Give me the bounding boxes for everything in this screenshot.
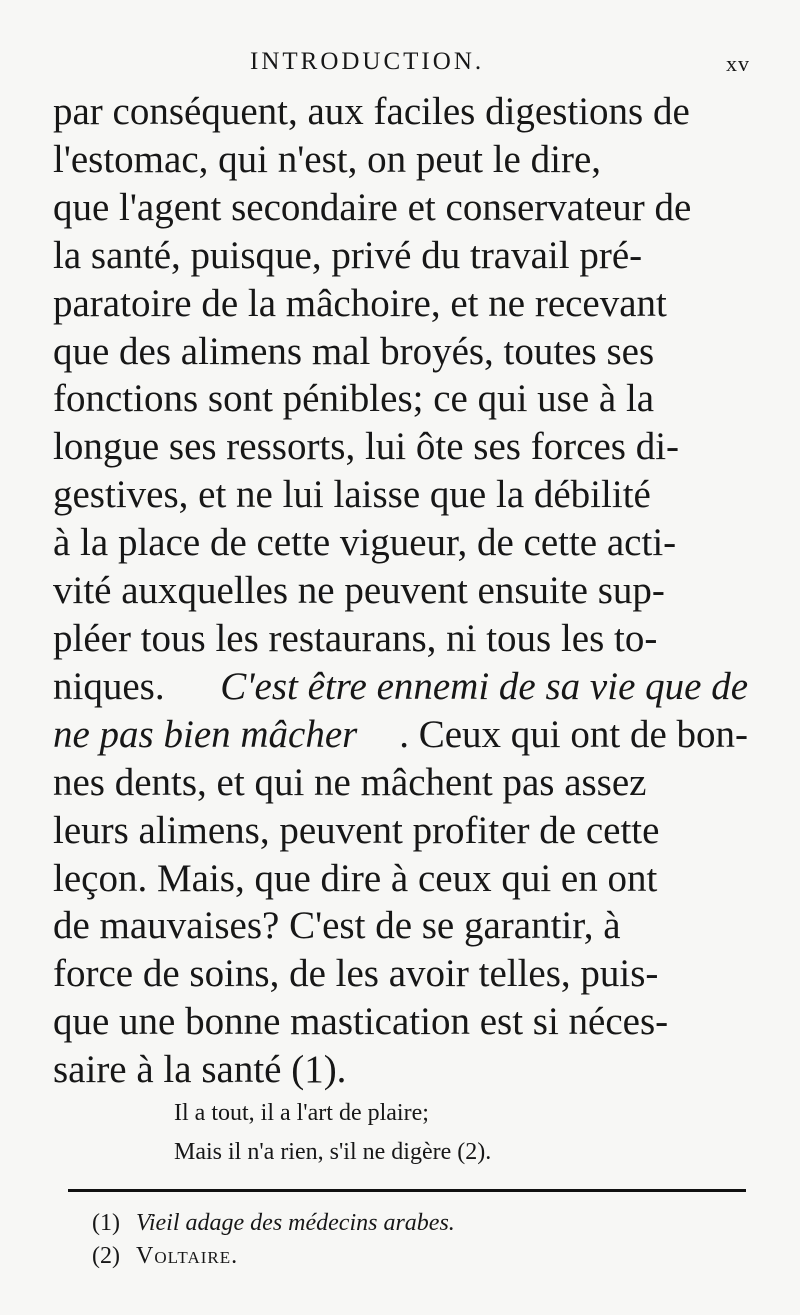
body-line-13-italic: C'est être ennemi de sa vie que de — [220, 664, 748, 708]
body-line-3: que l'agent secondaire et conservateur de — [53, 185, 692, 229]
body-line-14-plain: . Ceux qui ont de bon- — [399, 712, 748, 756]
body-line-12: pléer tous les restaurans, ni tous les to- — [53, 616, 658, 660]
body-line-7: fonctions sont pénibles; ce qui use à la — [53, 377, 655, 421]
page-number: xv — [726, 51, 750, 76]
body-line-8: longue ses ressorts, lui ôte ses forces di- — [53, 425, 680, 469]
footnote-1 — [92, 1207, 455, 1240]
body-line-17: leçon. Mais, que dire à ceux qui en ont — [53, 856, 658, 900]
main-paragraph — [53, 88, 748, 1094]
body-line-18: de mauvaises? C'est de se garantir, à — [53, 904, 621, 948]
body-line-14 — [53, 711, 748, 759]
body-line-20: que une bonne mastication est si néces- — [53, 1000, 669, 1044]
verse-line-2: Mais il n'a rien, s'il ne digère (2). — [174, 1139, 492, 1165]
footnotes — [92, 1207, 455, 1273]
footnote-rule — [68, 1189, 746, 1192]
footnote-1-marker: (1) — [92, 1210, 120, 1236]
page-header — [250, 48, 750, 78]
body-line-5: paratoire de la mâchoire, et ne recevant — [53, 281, 667, 325]
body-line-10: à la place de cette vigueur, de cette acti- — [53, 521, 677, 565]
footnote-1-text: Vieil adage des médecins arabes. — [135, 1210, 455, 1236]
body-line-19: force de soins, de les avoir telles, puis- — [53, 952, 659, 996]
body-line-16: leurs alimens, peuvent profiter de cette — [53, 808, 660, 852]
body-line-13-plain: niques. — [53, 664, 165, 708]
body-line-11: vité auxquelles ne peuvent ensuite sup- — [53, 569, 665, 613]
verse-line-1: Il a tout, il a l'art de plaire; — [174, 1100, 429, 1126]
verse-quotation — [174, 1094, 491, 1172]
body-line-2: l'estomac, qui n'est, on peut le dire, — [53, 137, 601, 181]
body-line-15: nes dents, et qui ne mâchent pas assez — [53, 760, 647, 804]
footnote-2-marker: (2) — [92, 1243, 120, 1269]
running-head: INTRODUCTION. — [250, 48, 485, 75]
footnote-2 — [92, 1240, 455, 1273]
body-line-6: que des alimens mal broyés, toutes ses — [53, 329, 655, 373]
body-line-13 — [53, 663, 748, 711]
footnote-2-text: Voltaire. — [135, 1243, 239, 1269]
body-line-1: par conséquent, aux faciles digestions de — [53, 90, 690, 133]
body-line-21: saire à la santé (1). — [53, 1048, 347, 1092]
body-line-4: la santé, puisque, privé du travail pré- — [53, 233, 643, 277]
body-line-14-italic: ne pas bien mâcher — [53, 712, 358, 756]
body-line-9: gestives, et ne lui laisse que la débilité — [53, 473, 651, 517]
